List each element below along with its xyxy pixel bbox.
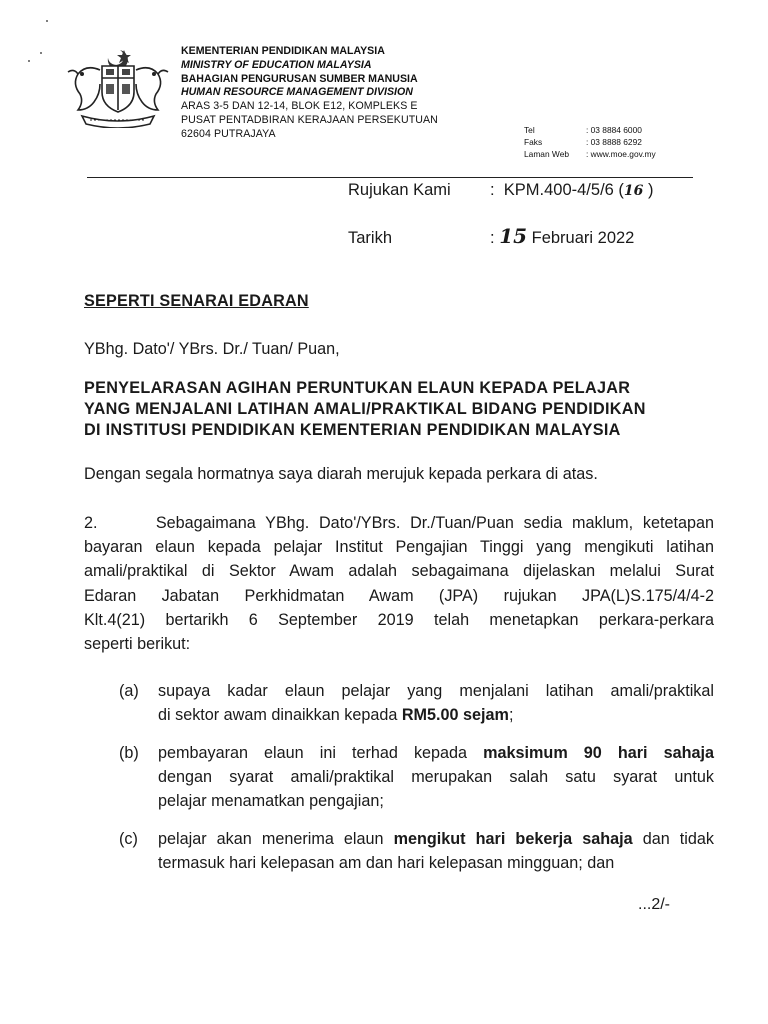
subject-line: PENYELARASAN AGIHAN PERUNTUKAN ELAUN KEPADA PELAJAR	[84, 379, 631, 397]
paragraph-line: Klt.4(21) bertarikh 6 September 2019 telah menetapkan perkara-perkara	[84, 610, 714, 629]
division-name-en: HUMAN RESOURCE MANAGEMENT DIVISION	[181, 86, 413, 99]
date-colon: :	[490, 229, 495, 247]
contact-row	[524, 124, 656, 136]
division-name-ms: BAHAGIAN PENGURUSAN SUMBER MANUSIA	[181, 72, 418, 85]
contact-value: : 03 8884 6000	[586, 125, 642, 135]
salutation: YBhg. Dato'/ YBrs. Dr./ Tuan/ Puan,	[84, 340, 340, 358]
subject-line: DI INSTITUSI PENDIDIKAN KEMENTERIAN PENDIDIKAN MALAYSIA	[84, 421, 621, 439]
date-label: Tarikh	[348, 229, 393, 247]
contact-row	[524, 148, 656, 160]
item-text: di sektor awam dinaikkan kepada	[158, 706, 402, 724]
reference-close: )	[643, 181, 654, 199]
item-line: pelajar menamatkan pengajian;	[158, 792, 384, 810]
next-page-marker: ...2/-	[638, 896, 671, 913]
opening-sentence: Dengan segala hormatnya saya diarah merujuk kepada perkara di atas.	[84, 465, 598, 483]
subject-line: YANG MENJALANI LATIHAN AMALI/PRAKTIKAL BIDANG PENDIDIKAN	[84, 400, 646, 418]
scan-speck	[46, 20, 48, 22]
address-line: PUSAT PENTADBIRAN KERAJAAN PERSEKUTUAN	[181, 113, 438, 126]
scan-speck	[28, 60, 30, 62]
item-emphasis: maksimum 90 hari sahaja	[483, 744, 715, 762]
paragraph-2	[84, 511, 714, 656]
letterhead-divider	[87, 177, 693, 178]
item-body	[158, 741, 714, 813]
item-label: (b)	[119, 744, 139, 762]
item-body	[158, 827, 714, 875]
ministry-name-ms: KEMENTERIAN PENDIDIKAN MALAYSIA	[181, 45, 385, 57]
item-emphasis: mengikut hari bekerja sahaja	[393, 830, 633, 848]
paragraph-line: bayaran elaun kepada pelajar Institut Pengajian Tinggi yang mengikuti latihan	[84, 538, 714, 557]
item-line	[158, 741, 714, 765]
item-line: dengan syarat amali/praktikal merupakan salah satu syarat untuk	[158, 768, 714, 786]
item-text: dan tidak	[632, 830, 714, 848]
contact-label: Faks	[524, 137, 543, 147]
item-line: supaya kadar elaun pelajar yang menjalani latihan amali/praktikal	[158, 682, 714, 700]
letterhead	[181, 45, 511, 142]
address-line: 62604 PUTRAJAYA	[181, 127, 276, 140]
reference-number: KPM.400-4/5/6 (	[503, 181, 624, 199]
item-text: pembayaran elaun ini terhad kepada	[158, 744, 484, 762]
item-text: ;	[508, 706, 514, 724]
date-month-year: Februari 2022	[531, 229, 635, 247]
reference-label: Rujukan Kami	[348, 181, 451, 199]
item-text: pelajar akan menerima elaun	[158, 830, 394, 848]
contact-label: Tel	[524, 125, 535, 135]
distribution-heading: SEPERTI SENARAI EDARAN	[84, 292, 309, 310]
item-line	[158, 703, 714, 727]
contact-block	[524, 124, 656, 160]
item-label: (c)	[119, 830, 138, 848]
paragraph-line: amali/praktikal di Sektor Awam adalah sebagaimana dijelaskan melalui Surat	[84, 562, 714, 581]
scan-speck	[40, 52, 42, 54]
contact-label: Laman Web	[524, 149, 570, 159]
item-line: termasuk hari kelepasan am dan hari kelepasan mingguan; dan	[158, 854, 615, 872]
address-line: ARAS 3-5 DAN 12-14, BLOK E12, KOMPLEKS E	[181, 100, 418, 113]
date-handwritten-day: 15	[499, 224, 528, 248]
letter-subject	[84, 378, 714, 441]
paragraph-line: seperti berikut:	[84, 635, 191, 654]
item-body	[158, 679, 714, 727]
item-label: (a)	[119, 682, 139, 700]
date-row	[348, 224, 634, 248]
paragraph-line: Edaran Jabatan Perkhidmatan Awam (JPA) rujukan JPA(L)S.175/4/4-2	[84, 586, 714, 605]
contact-value: : 03 8888 6292	[586, 137, 642, 147]
item-emphasis: RM5.00 sejam	[401, 706, 509, 724]
contact-row	[524, 136, 656, 148]
reference-handwritten-number: 16	[623, 183, 644, 199]
item-line	[158, 827, 714, 851]
reference-colon: :	[490, 181, 495, 199]
paragraph-line: 2. Sebagaimana YBhg. Dato'/YBrs. Dr./Tuan/Puan sedia maklum, ketetapan	[84, 514, 714, 532]
contact-value: : www.moe.gov.my	[586, 149, 656, 159]
malaysia-coat-of-arms-icon	[64, 44, 172, 128]
ministry-name-en: MINISTRY OF EDUCATION MALAYSIA	[181, 58, 372, 71]
reference-row	[348, 181, 653, 200]
